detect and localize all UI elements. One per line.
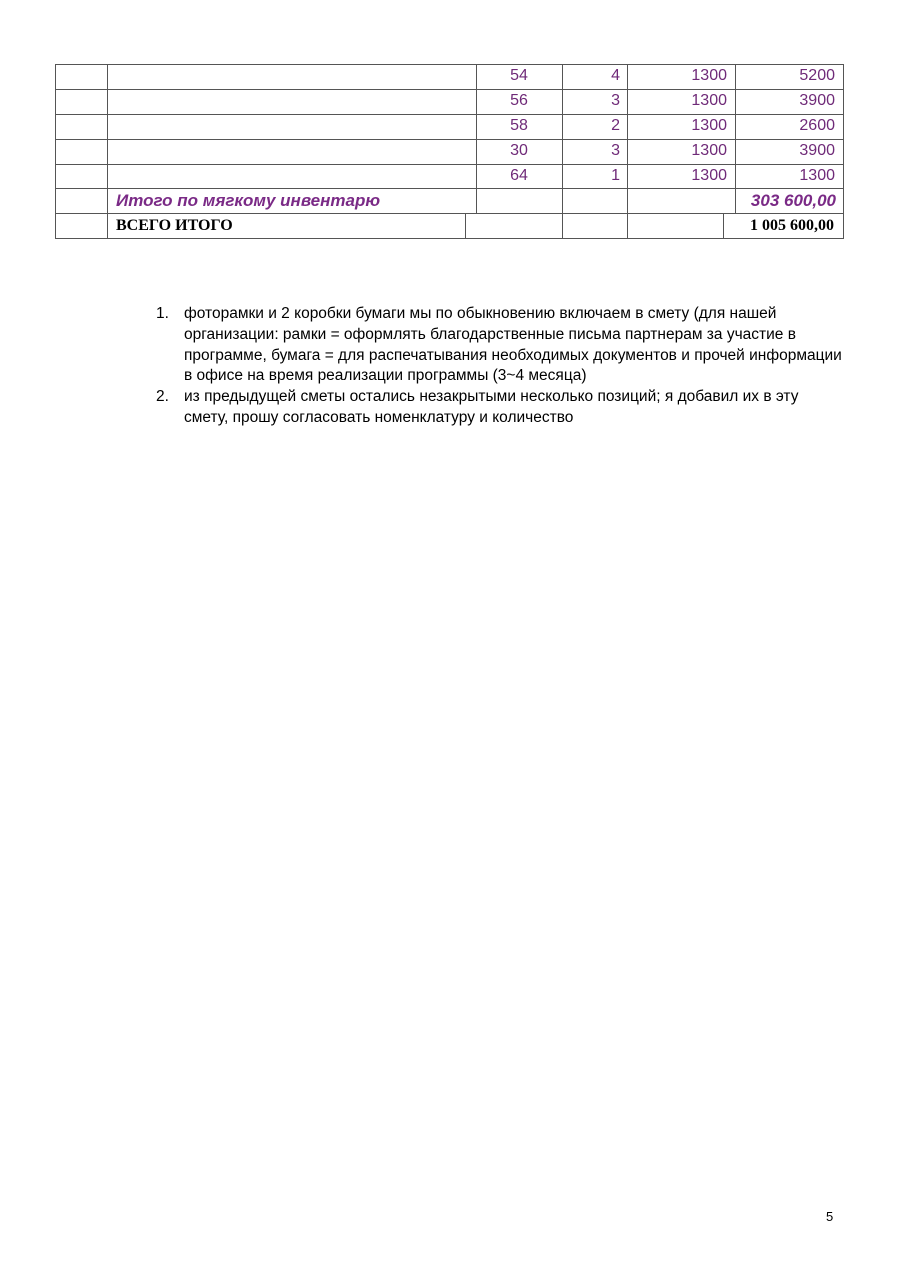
cell-qty: 4 <box>611 67 620 84</box>
cell-size: 56 <box>510 92 528 109</box>
cell-sum: 1300 <box>799 167 835 184</box>
note-item <box>152 387 842 429</box>
table-rule <box>465 213 466 239</box>
grand-total-label: ВСЕГО ИТОГО <box>116 217 233 234</box>
cell-price: 1300 <box>691 92 727 109</box>
cell-sum: 2600 <box>799 117 835 134</box>
note-number: 2. <box>156 388 169 406</box>
page-number: 5 <box>826 1209 834 1224</box>
cell-size: 58 <box>510 117 528 134</box>
note-text: из предыдущей сметы остались незакрытыми несколько позиций; я добавил их в эту смету, прошу согласовать номенклатуру и количество <box>184 388 799 426</box>
cell-price: 1300 <box>691 167 727 184</box>
note-text: фоторамки и 2 коробки бумаги мы по обыкновению включаем в смету (для нашей организации: рамки = оформлять благодарственные письма партнерам за участие в программе, бумага = для распечатывания необходимых документов и прочей информации в офисе на время реализации программы (3~4 месяца) <box>184 305 842 385</box>
cell-size: 30 <box>510 142 528 159</box>
grand-total-value: 1 005 600,00 <box>750 217 834 234</box>
note-number: 1. <box>156 305 169 322</box>
cell-sum: 3900 <box>799 142 835 159</box>
subtotal-label: Итого по мягкому инвентарю <box>116 191 381 210</box>
cell-qty: 3 <box>611 92 620 109</box>
cell-size: 54 <box>510 67 528 84</box>
table-rule <box>107 64 108 239</box>
cell-qty: 2 <box>611 117 620 134</box>
cell-size: 64 <box>510 167 528 184</box>
cell-qty: 1 <box>611 167 620 184</box>
cell-sum: 5200 <box>799 67 835 84</box>
cell-price: 1300 <box>691 142 727 159</box>
estimate-table <box>55 64 844 239</box>
cell-price: 1300 <box>691 67 727 84</box>
table-rule <box>55 238 844 239</box>
cell-qty: 3 <box>611 142 620 159</box>
cell-sum: 3900 <box>799 92 835 109</box>
subtotal-value: 303 600,00 <box>750 191 836 210</box>
note-item <box>152 304 842 387</box>
table-rule <box>55 64 56 239</box>
notes-list <box>152 304 842 429</box>
cell-price: 1300 <box>691 117 727 134</box>
table-rule <box>843 64 844 239</box>
